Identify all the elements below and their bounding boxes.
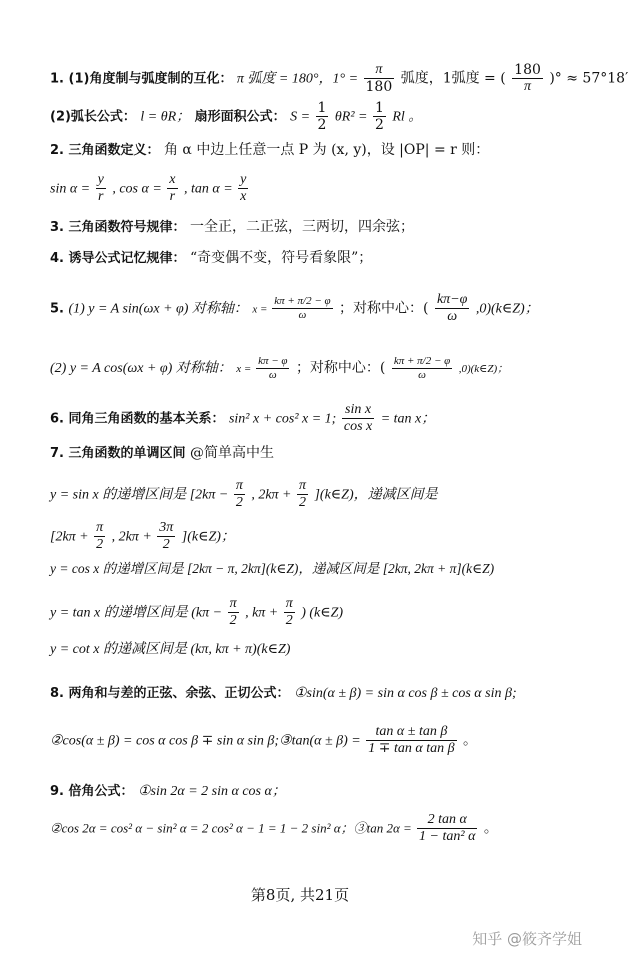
section-2-formula (50, 172, 250, 205)
s2f-text-c: , tan α = (183, 181, 237, 197)
sector-text-b: S = (290, 109, 314, 125)
section-9b-line (50, 812, 498, 845)
s7d-text-c: ) (k∈Z) (301, 605, 344, 621)
s7-sin-line (50, 478, 438, 511)
s7b-text-a: [2kπ + (50, 529, 93, 545)
section-2-label: 2. 三角函数定义： (50, 143, 160, 158)
section-6-line (50, 402, 435, 435)
section-3-label: 3. 三角函数符号规律： (50, 220, 186, 235)
s7a-text-a: y = sin x 的递增区间是 [2kπ − (50, 487, 232, 503)
s1-frac-2: $\frac{180}{\pi}$ (514, 62, 541, 95)
s5-axis-frac: $\frac{k\pi + \pi/2 - \varphi}{\omega}$ (274, 295, 331, 322)
s1-frac-1: $\frac{\pi}{180}$ (365, 62, 393, 96)
s7b-text-c: ](k∈Z)； (181, 529, 235, 545)
section-3-line (50, 220, 414, 234)
section-5b-line (50, 355, 508, 381)
s1-text-c: )° ≈ 57°18′ (549, 70, 628, 87)
s7-cos-line: y = cos x 的递增区间是 [2kπ − π, 2kπ](k∈Z)，递减区间是 [2kπ, 2kπ + π](k∈Z) (50, 561, 495, 576)
section-4-text: “奇变偶不变，符号看象限”； (189, 250, 373, 266)
section-3-text: 一全正，二正弦，三两切，四余弦； (189, 219, 414, 235)
s7-tan-line (50, 596, 343, 629)
s9b-text-b: 。 (483, 820, 498, 837)
s5-text-c: ,0)(k∈Z)； (475, 301, 539, 317)
s1b-frac-2: $\frac{1}{2}$ (374, 100, 384, 134)
section-7-line (50, 446, 274, 460)
s8b-text-a: ②cos(α ± β) = cos α cos β ∓ sin α sin β;③tan(α ± β) = (50, 733, 365, 749)
section-5-label: 5. (50, 301, 64, 317)
s2f-frac-3: $\frac{y}{x}$ (240, 172, 247, 205)
section-1-label: 1. (1)角度制与弧度制的互化： (50, 71, 233, 87)
section-2-line (50, 143, 489, 157)
s5b-center-frac: $\frac{k\pi + \pi/2 - \varphi}{\omega}$ (393, 355, 451, 381)
s8b-text-b: 。 (463, 732, 478, 749)
section-7-tag: @简单高中生 (189, 445, 274, 461)
section-1b-line (50, 100, 422, 133)
s5b-axis-pre: x = (236, 363, 255, 376)
section-1-line (50, 62, 628, 95)
section-4-line (50, 251, 372, 265)
s7a-text-b: , 2kπ + (251, 487, 295, 503)
s5b-text-a: (2) y = A cos(ωx + φ) 对称轴： (50, 361, 232, 377)
section-8-label: 8. 两角和与差的正弦、余弦、正切公式： (50, 686, 290, 701)
section-8-text: ①sin(α ± β) = sin α cos β ± cos α sin β; (293, 686, 517, 701)
sector-text-c: θR² = (334, 109, 371, 125)
section-9-text: ①sin 2α = 2 sin α cos α； (137, 784, 286, 799)
s5-text-b: ；对称中心：( (339, 300, 429, 317)
s2f-text-a: sin α = (50, 181, 94, 197)
sector-area-label: 扇形面积公式： (194, 109, 286, 125)
s5b-text-b: ；对称中心：( (295, 360, 386, 377)
s5-text-a: (1) y = A sin(ωx + φ) 对称轴： (68, 301, 248, 317)
s2f-text-b: , cos α = (112, 181, 166, 197)
s7a-frac-1: $\frac{\pi}{2}$ (235, 478, 243, 511)
section-8-line (50, 686, 517, 701)
s7b-frac-1: $\frac{\pi}{2}$ (96, 520, 104, 553)
s6-text-a: sin² x + cos² x = 1; (228, 411, 340, 427)
s6-text-b: = tan x； (380, 411, 436, 427)
sector-text-d: Rl 。 (392, 109, 423, 125)
s5-center-frac: $\frac{k\pi-\varphi}{\omega}$ (436, 292, 468, 325)
s1-text-b: 弧度，1弧度 = ( (400, 70, 506, 87)
s2f-frac-1: $\frac{y}{r}$ (97, 172, 104, 205)
s1-text-a: π 弧度 = 180°，1° = (236, 71, 362, 87)
s9b-frac: $\frac{\text{2 tan α}}{\text{1 − tan² α}}$ (419, 812, 476, 845)
s7b-frac-2: $\frac{3\pi}{2}$ (159, 520, 174, 553)
s8b-frac: $\frac{\text{tan α ± tan β}}{\text{1 ∓ tan α tan β}}$ (368, 724, 455, 757)
page-number: 第8页, 共21页 (250, 886, 350, 904)
s7b-text-b: , 2kπ + (111, 529, 156, 545)
s6-frac: $\frac{\text{sin x}}{\text{cos x}}$ (343, 402, 373, 435)
s7a-frac-2: $\frac{\pi}{2}$ (299, 478, 307, 511)
s7d-frac-2: $\frac{\pi}{2}$ (285, 596, 293, 629)
section-2-text: 角 α 中边上任意一点 P 为 (x, y)，设 |OP| = r 则： (163, 142, 490, 158)
section-4-label: 4. 诱导公式记忆规律： (50, 251, 186, 266)
section-9-label: 9. 倍角公式： (50, 784, 134, 799)
arc-length-formula: l = θR； (140, 109, 191, 125)
s5b-text-c: ,0)(k∈Z)； (458, 363, 509, 376)
s7d-frac-1: $\frac{\pi}{2}$ (229, 596, 237, 629)
s7d-text-a: y = tan x 的递增区间是 (kπ − (50, 605, 226, 621)
s7-cot-line: y = cot x 的递减区间是 (kπ, kπ + π)(k∈Z) (50, 642, 291, 657)
arc-length-label: (2)弧长公式： (50, 109, 136, 125)
section-5-line (50, 292, 539, 325)
section-8b-line (50, 724, 477, 757)
s5b-axis-frac: $\frac{k\pi - \varphi}{\omega}$ (258, 355, 288, 381)
s7d-text-b: , kπ + (245, 605, 282, 621)
section-6-label: 6. 同角三角函数的基本关系： (50, 411, 225, 427)
s1b-frac-1: $\frac{1}{2}$ (317, 100, 327, 134)
s7-sin-line-2 (50, 520, 235, 553)
s5-axis-pre: x = (252, 303, 271, 316)
section-7-label: 7. 三角函数的单调区间 (50, 446, 186, 461)
section-9-line (50, 784, 286, 799)
watermark: 知乎 @筱齐学姐 (472, 930, 582, 948)
s2f-frac-2: $\frac{x}{r}$ (169, 172, 176, 205)
s9b-text-a: ②cos 2α = cos² α − sin² α = 2 cos² α − 1 = 1 − 2 sin² α；③tan 2α = (50, 820, 416, 836)
s7a-text-c: ](k∈Z)，递减区间是 (314, 487, 438, 503)
